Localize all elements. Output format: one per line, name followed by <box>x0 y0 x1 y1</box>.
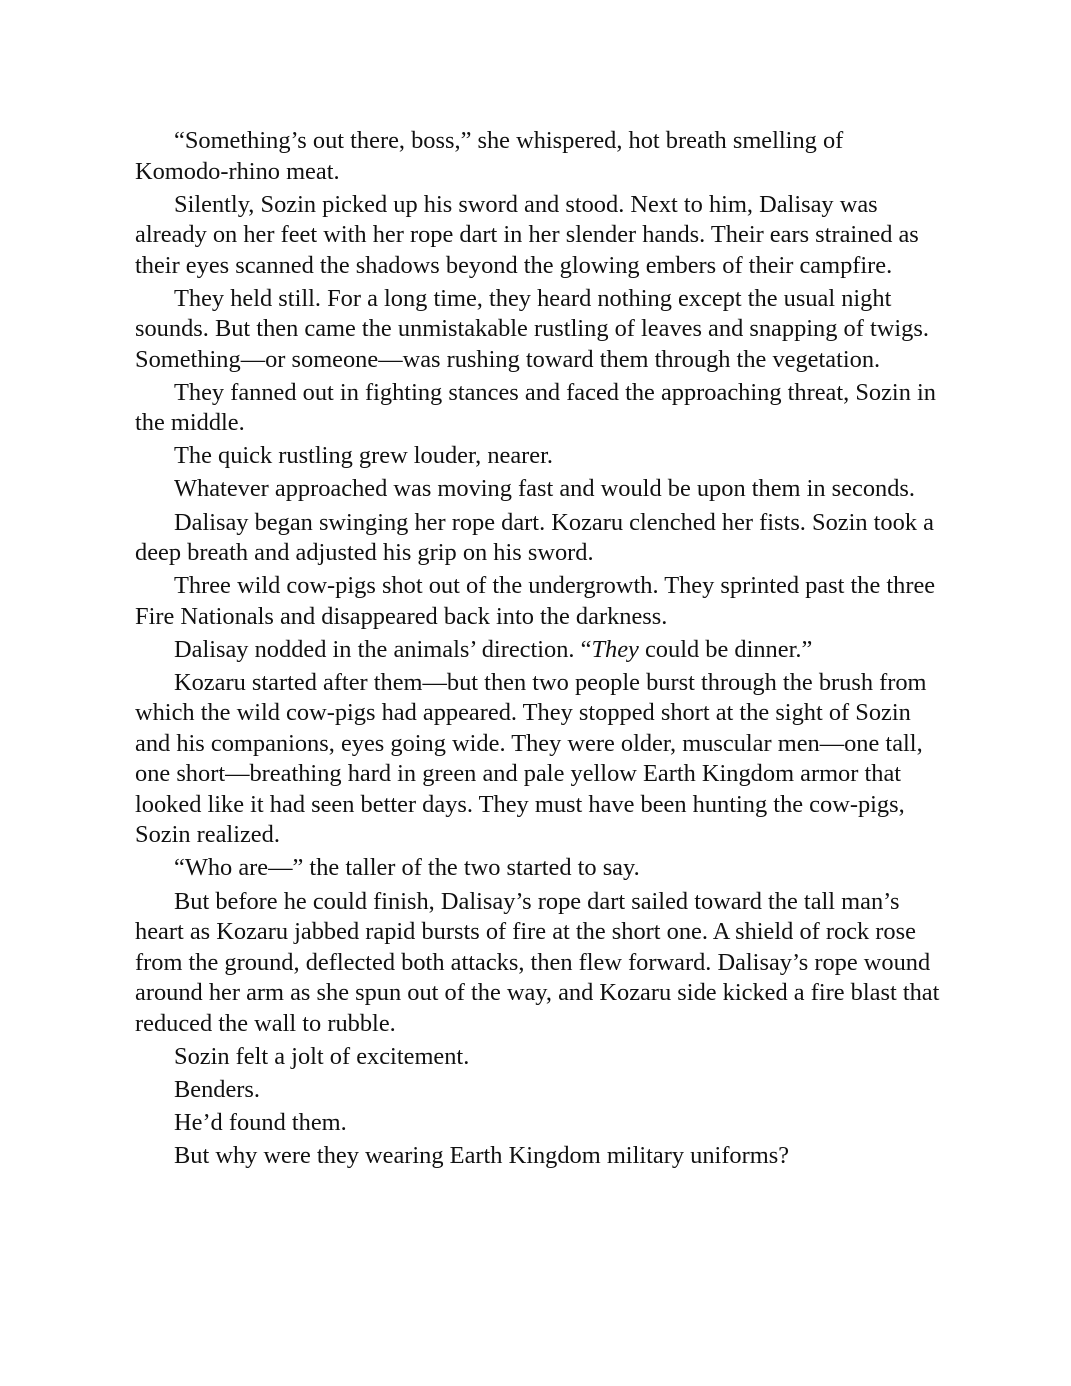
paragraph: Whatever approached was moving fast and would be upon them in seconds. <box>174 475 915 503</box>
paragraph: Dalisay began swinging her rope dart. Kozaru clenched her fists. Sozin took a deep breath and adjusted his grip on his sword. <box>135 508 934 567</box>
paragraph: Silently, Sozin picked up his sword and stood. Next to him, Dalisay was already on her feet with her rope dart in her slender hands. Their ears strained as their eyes scanned the shadows beyond the glowing embers of their campfire. <box>135 190 919 279</box>
paragraph-text: Dalisay nodded in the animals’ direction. “ <box>174 635 592 663</box>
emphasized-word: They <box>591 635 639 663</box>
paragraph: Kozaru started after them—but then two people burst through the brush from which the wild cow-pigs had appeared. They stopped short at the sight of Sozin and his companions, eyes going wide. They were older, muscular men—one tall, one short—breathing hard in green and pale yellow Earth Kingdom armor that looked like it had seen better days. They must have been hunting the cow-pigs, Sozin realized. <box>135 668 927 849</box>
paragraph: “Something’s out there, boss,” she whispered, hot breath smelling of Komodo-rhino meat. <box>135 127 844 185</box>
paragraph <box>135 635 940 666</box>
paragraph: But why were they wearing Earth Kingdom military uniforms? <box>174 1141 790 1169</box>
paragraph: But before he could finish, Dalisay’s rope dart sailed toward the tall man’s heart as Kozaru jabbed rapid bursts of fire at the short one. A shield of rock rose from the ground, deflected both attacks, then flew forward. Dalisay’s rope wound around her arm as she spun out of the way, and Kozaru side kicked a fire blast that reduced the wall to rubble. <box>135 887 940 1037</box>
paragraph-text: could be dinner.” <box>638 635 813 663</box>
paragraph: Sozin felt a jolt of excitement. <box>174 1042 470 1070</box>
paragraph: They fanned out in fighting stances and faced the approaching threat, Sozin in the middle. <box>135 378 936 437</box>
paragraph: “Who are—” the taller of the two started to say. <box>174 854 640 882</box>
paragraph: He’d found them. <box>174 1108 347 1136</box>
book-page-body <box>135 126 940 1174</box>
paragraph: Benders. <box>174 1075 261 1103</box>
paragraph: The quick rustling grew louder, nearer. <box>174 442 553 470</box>
paragraph: They held still. For a long time, they heard nothing except the usual night sounds. But then came the unmistakable rustling of leaves and snapping of twigs. Something—or someone—was rushing toward them through the vegetation. <box>135 284 929 373</box>
paragraph: Three wild cow-pigs shot out of the undergrowth. They sprinted past the three Fire Nationals and disappeared back into the darkness. <box>135 572 936 630</box>
